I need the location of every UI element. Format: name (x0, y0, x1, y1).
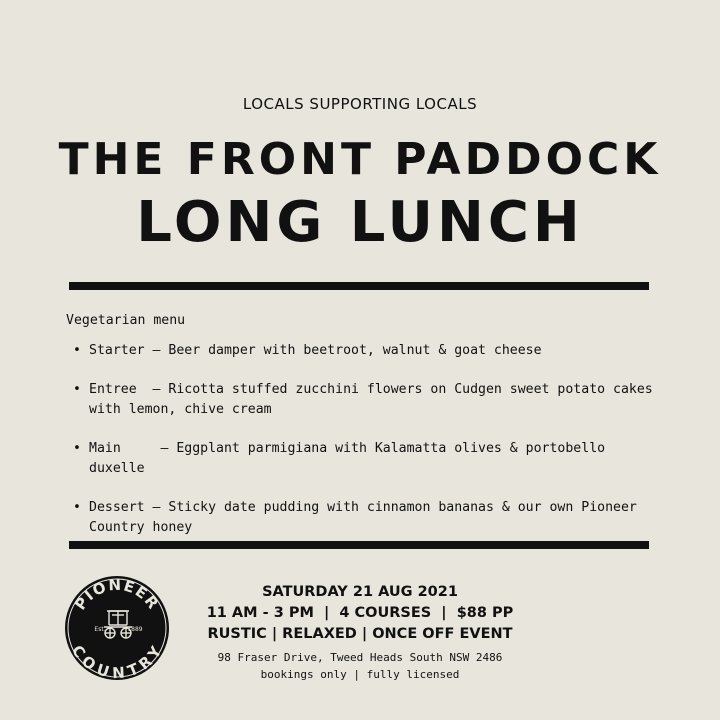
event-title-line-1: THE FRONT PADDOCK (58, 134, 662, 185)
event-title-line-2: LONG LUNCH (136, 190, 584, 255)
menu-section (66, 311, 666, 557)
logo-top-text: PIONEER (71, 575, 163, 614)
logo-bottom-text: COUNTRY (67, 642, 167, 681)
bottom-divider (69, 541, 649, 549)
tagline: LOCALS SUPPORTING LOCALS (242, 95, 478, 113)
event-info (190, 582, 530, 683)
event-note: bookings only | fully licensed (260, 668, 460, 681)
event-date: SATURDAY 21 AUG 2021 (262, 584, 458, 600)
event-details: 11 AM - 3 PM | 4 COURSES | $88 PP (206, 605, 514, 621)
menu-item-entree: • Entree – Ricotta stuffed zucchini flowers on Cudgen sweet potato cakes with lemon, chive cream (66, 380, 666, 420)
pioneer-country-logo (64, 575, 170, 681)
event-style: RUSTIC | RELAXED | ONCE OFF EVENT (207, 626, 513, 642)
top-divider (69, 282, 649, 290)
menu-item-main: • Main – Eggplant parmigiana with Kalamatta olives & portobello duxelle (66, 439, 666, 479)
menu-item-starter: • Starter – Beer damper with beetroot, walnut & goat cheese (66, 341, 666, 361)
event-address: 98 Fraser Drive, Tweed Heads South NSW 2486 (217, 651, 503, 664)
logo-year: 1889 (127, 626, 143, 633)
menu-heading: Vegetarian menu (66, 313, 186, 328)
menu-list (66, 341, 666, 538)
menu-item-dessert: • Dessert – Sticky date pudding with cinnamon bananas & our own Pioneer Country honey (66, 498, 666, 538)
logo-est-label: Est. (94, 626, 106, 633)
logo-badge (64, 575, 170, 681)
